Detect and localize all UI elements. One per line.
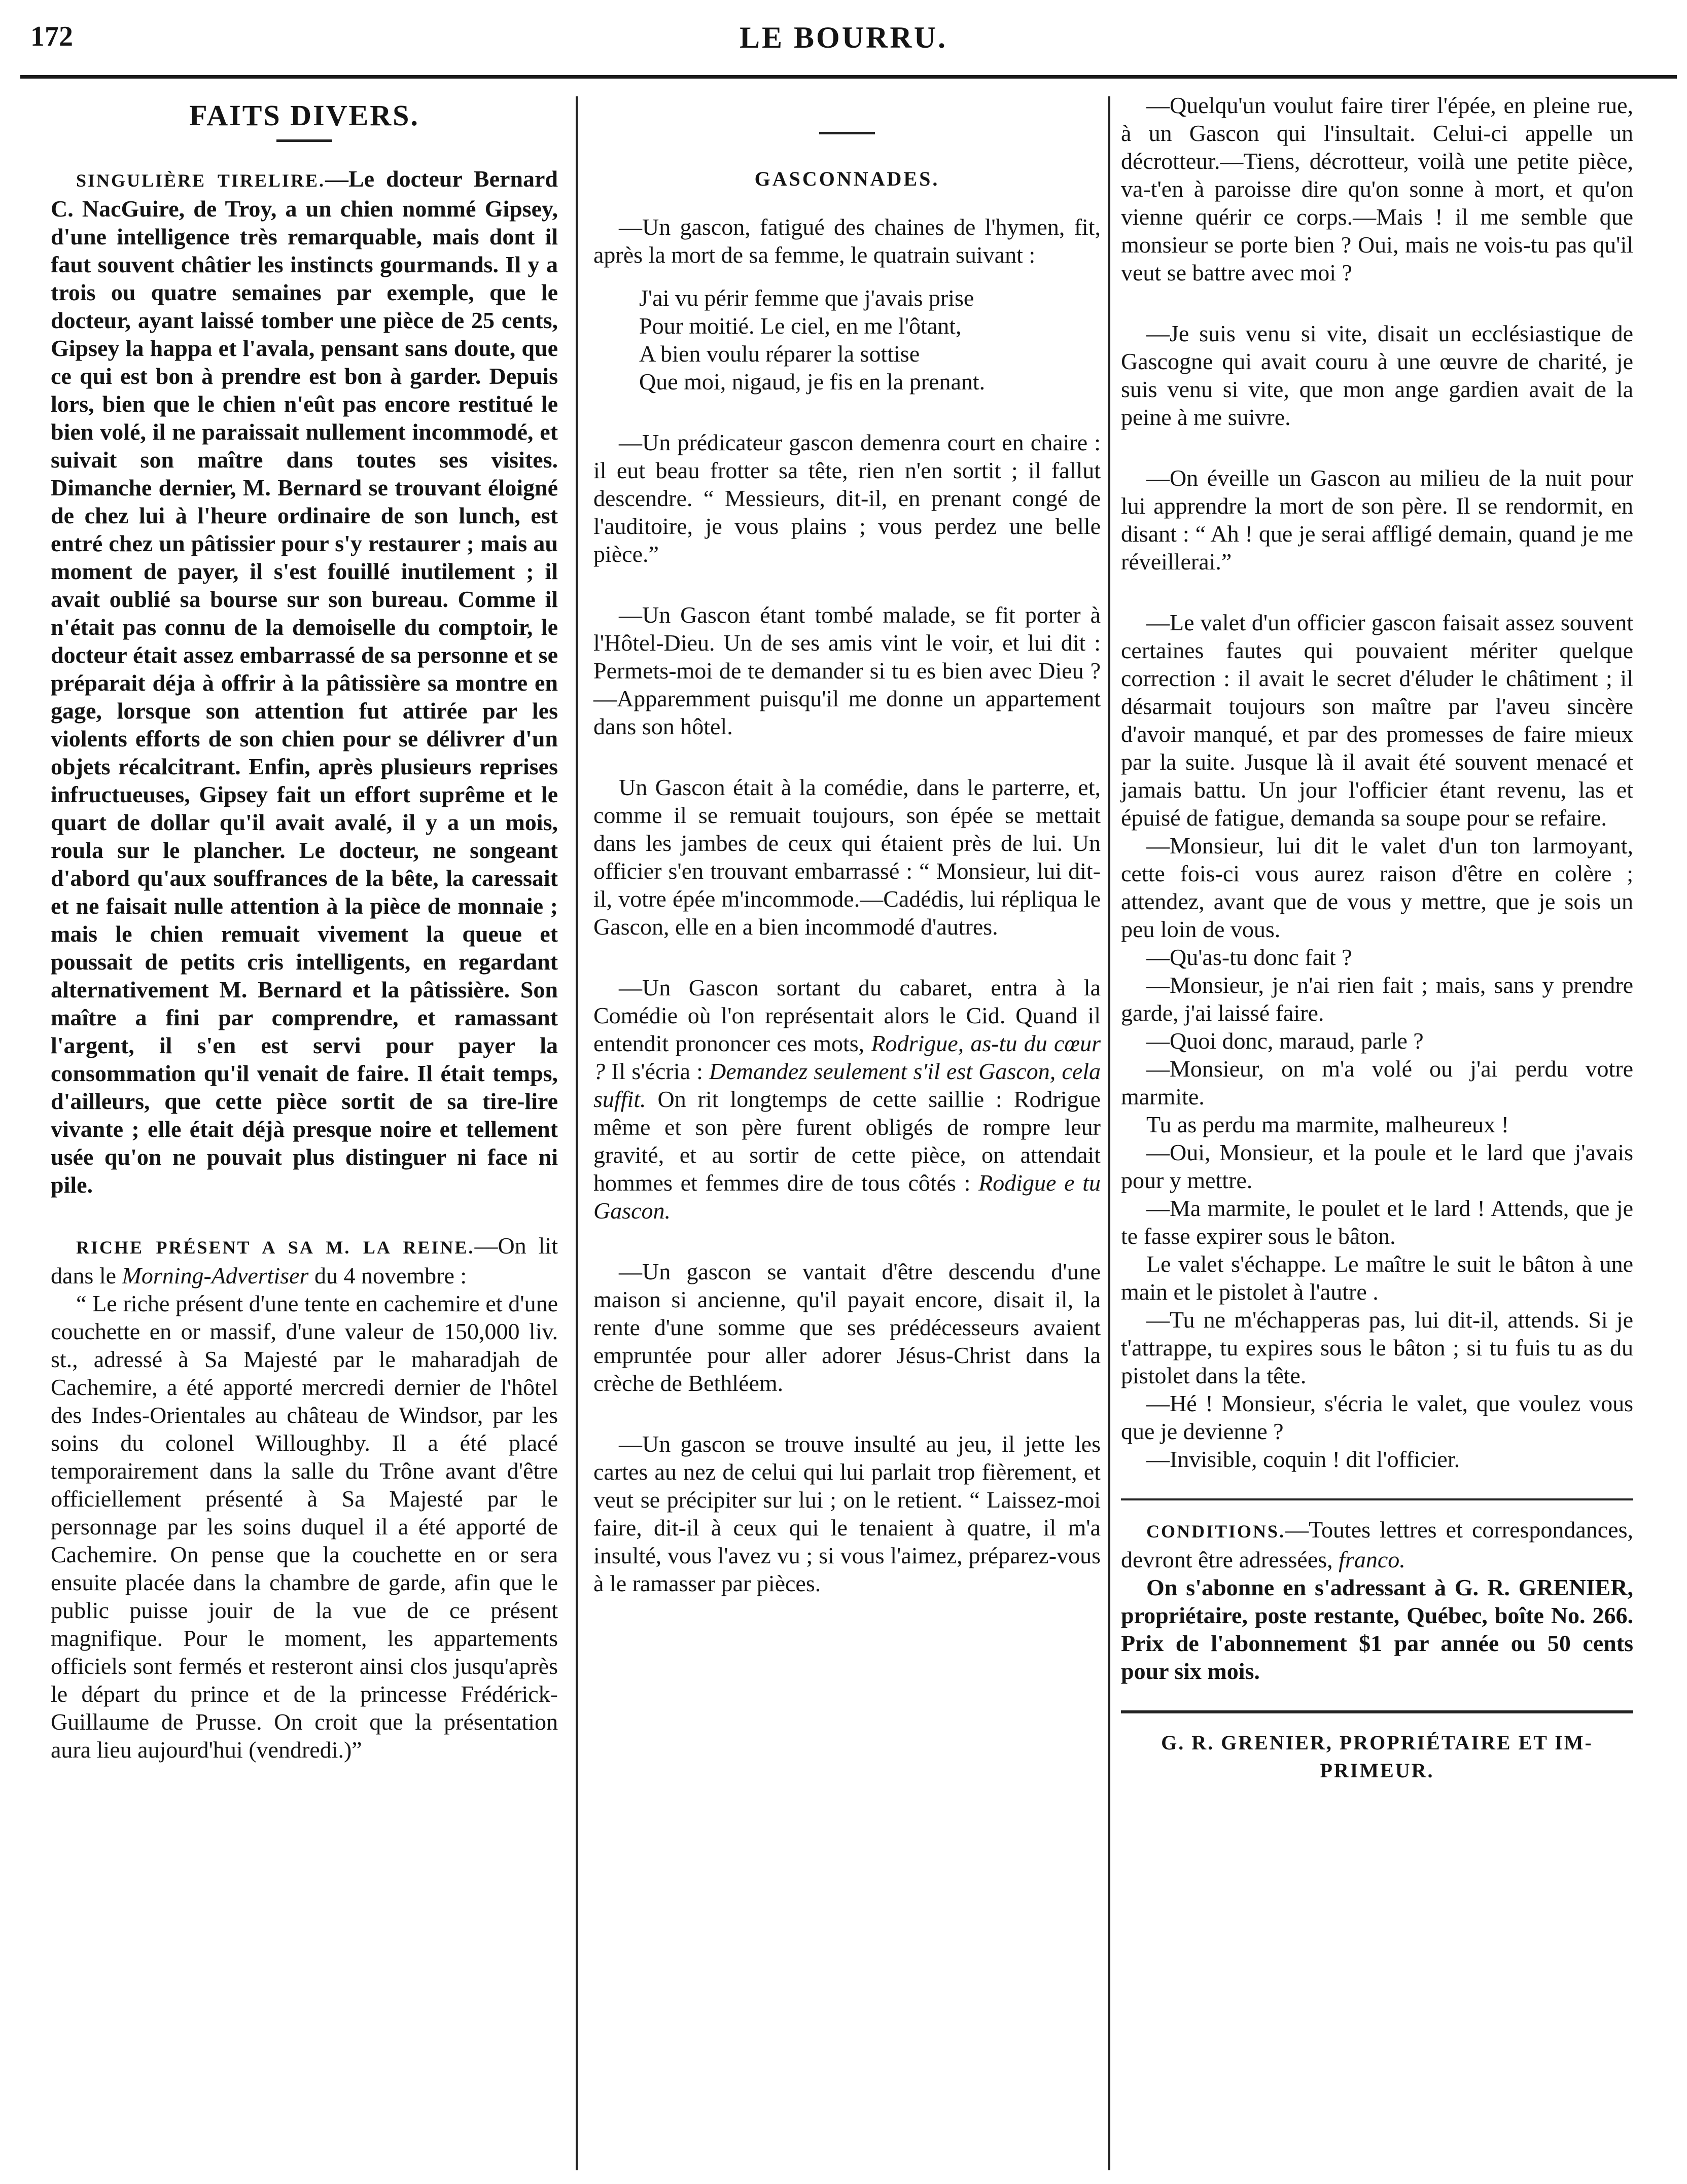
conditions-notice xyxy=(1121,1516,1633,1573)
gasconnade-item: —On éveille un Gascon au milieu de la nuit pour lui apprendre la mort de son père. Il se rendormit, en disant : “ Ah ! que je serai affligé demain, quand je me réveillerai.” xyxy=(1121,465,1633,575)
item-text: —Un Gascon sortant du cabaret, entra à la Comédie où l'on représentait alors le Cid. Quand il entendit prononcer ces mots, xyxy=(593,975,1101,1056)
poem-line: A bien voulu réparer la sottise xyxy=(639,341,920,367)
poem-line: J'ai vu périr femme que j'avais prise xyxy=(639,285,974,311)
newspaper-name: Morning-Advertiser xyxy=(122,1263,309,1288)
gasconnade-item: —Un prédicateur gascon demenra court en chaire : il eut beau frotter sa tête, rien n'en sortit ; il fallut descendre. “ Messieurs, dit-il, en prenant congé de l'auditoire, je vous plains ; vous perdez une belle pièce.” xyxy=(593,429,1101,567)
article-body: —Le docteur Bernard C. NacGuire, de Troy, a un chien nommé Gipsey, d'une intelligence très remarquable, mais dont il faut souvent châtier les instincts gourmands. Il y a trois ou quatre semaines par exemple, que le docteur, ayant laissé tomber une pièce de 25 cents, Gipsey la happa et l'avala, pensant sans doute, que ce qui est bon à prendre est bon à garder. Depuis lors, bien que le chien n'eût pas encore restitué le bien volé, il ne paraissait nullement incommodé, et suivait son maître dans toutes ses visites. Dimanche dernier, M. Bernard se trouvant éloigné de chez lui à l'heure ordinaire de son lunch, est entré chez un pâtissier pour s'y restaurer ; mais au moment de payer, il s'est fouillé inutilement ; il avait oublié sa bourse sur son bureau. Comme il n'était pas connu de la demoiselle du comptoir, le docteur était assez embarrassé de sa personne et se préparait déja à offrir à la pâtissière sa montre en gage, lorsque son attention fut attirée par les violents efforts de son chien pour se délivrer d'un objets récalcitrant. Enfin, après plusieurs reprises infructueuses, Gipsey fait un effort suprême et le quart de dollar qu'il avait avalé, il y a un mois, roula sur le plancher. Le docteur, ne songeant d'abord qu'aux souffrances de la bête, la caressait et ne faisait nulle attention à la pièce de monnaie ; mais le chien remuait vivement la queue et poussait de petits cris intelligents, en regardant alternativement M. Bernard et la pâtissière. Son maître a fini par comprendre, et ramassant l'argent, il s'en est servi pour payer la consommation qu'il venait de faire. Il était temps, d'ailleurs, que cette pièce sortit de sa tire-lire vivante ; elle était déjà presque noire et tellement usée qu'on ne pouvait plus distinguer ni face ni pile. xyxy=(51,166,558,1198)
column-gasconnades-continued xyxy=(1121,91,1633,1784)
article-lead: SINGULIÈRE TIRELIRE. xyxy=(76,170,325,191)
conditions-text: —Toutes lettres et correspondances, devront être adressées, xyxy=(1121,1517,1633,1572)
section-title-faits-divers: FAITS DIVERS. xyxy=(189,99,419,132)
gasconnade-item: —Je suis venu si vite, disait un ecclésiastique de Gascogne qui avait couru à une œuvre de charité, je suis venu si vite, que mon ange gardien avait de la peine à me suivre. xyxy=(1121,320,1633,430)
article-singuliere-tirelire xyxy=(51,165,558,1199)
dialogue-line: —Qu'as-tu donc fait ? xyxy=(1146,944,1352,970)
article-lead: RICHE PRÉSENT A SA M. LA REINE. xyxy=(76,1237,475,1258)
conditions-lead: CONDITIONS. xyxy=(1146,1521,1286,1542)
dialogue-line: —Tu ne m'échapperas pas, lui dit-il, attends. Si je t'attrappe, tu expires sous le bâton ; si tu fuis tu as du pistolet dans la tête. xyxy=(1121,1307,1633,1388)
section-rule xyxy=(276,139,332,142)
dialogue-line: —Quoi donc, maraud, parle ? xyxy=(1146,1028,1424,1054)
header-rule xyxy=(20,75,1677,79)
article-riche-present xyxy=(51,1232,558,1290)
gasconnade-item: —Un gascon se trouve insulté au jeu, il jette les cartes au nez de celui qui lui parlait trop fièrement, et veut se précipiter sur lui ; on le retient. “ Laissez-moi faire, dit-il à ceux qui le tenaient à quatre, il m'a insulté, vous l'avez vu ; si vous l'aimez, préparez-vous à le ramasser par pièces. xyxy=(593,1431,1101,1596)
gasconnade-item: —Un gascon se vantait d'être descendu d'une maison si ancienne, qu'il payait encore, disait il, la rente d'une somme que ses prédécesseurs avaient empruntée pour aller adorer Jésus-Christ dans la crèche de Bethléem. xyxy=(593,1259,1101,1396)
imprint xyxy=(1121,1729,1633,1784)
column-divider-2 xyxy=(1108,96,1110,2170)
section-title-gasconnades: GASCONNADES. xyxy=(754,167,940,190)
page-header xyxy=(0,0,1687,81)
gasconnade-item: —Le valet d'un officier gascon faisait assez souvent certaines fautes qui pouvaient mériter quelque correction : il avait le secret d'éluder le châtiment ; il désarmait toujours son maître par l'aveu sincère d'avoir manqué, et par des promesses de faire mieux par la suite. Jusque là il avait été souvent menacé et jamais battu. Un jour l'officier étant revenu, las et épuisé de fatigue, demanda sa soupe pour se refaire. xyxy=(1121,610,1633,831)
conditions-franco: franco. xyxy=(1339,1547,1405,1572)
column-divider-1 xyxy=(576,96,578,2170)
gasconnade-item: Un Gascon était à la comédie, dans le parterre, et, comme il se remuait toujours, son épée se mettait dans les jambes de ceux qui étaient près de lui. Un officier s'en trouvant embarrassé : “ Monsieur, lui dit-il, votre épée m'incommode.—Cadédis, lui répliqua le Gascon, elle en a bien incommodé d'autres. xyxy=(593,774,1101,940)
dialogue-line: —Hé ! Monsieur, s'écria le valet, que voulez vous que je devienne ? xyxy=(1121,1390,1633,1444)
dialogue-line: —Monsieur, on m'a volé ou j'ai perdu votre marmite. xyxy=(1121,1056,1633,1109)
article-intro: —On lit dans le xyxy=(51,1233,558,1288)
poem-line: Que moi, nigaud, je fis en la prenant. xyxy=(639,369,986,395)
column-faits-divers xyxy=(51,91,558,1764)
gasconnade-item: —Un Gascon étant tombé malade, se fit porter à l'Hôtel-Dieu. Un de ses amis vint le voir, et lui dit : Permets-moi de te demander si tu es bien avec Dieu ?—Apparemment puisqu'il me donne un appartement dans son hôtel. xyxy=(593,602,1101,739)
imprint-line: PRIMEUR. xyxy=(1320,1759,1434,1782)
gasconnade-item: —Un gascon, fatigué des chaines de l'hymen, fit, après la mort de sa femme, le quatrain suivant : xyxy=(593,214,1101,268)
dialogue-line: —Oui, Monsieur, et la poule et le lard que j'avais pour y mettre. xyxy=(1121,1139,1633,1193)
gasconnade-item: —Quelqu'un voulut faire tirer l'épée, en pleine rue, à un Gascon qui l'insultait. Celui-ci appelle un décrotteur.—Tiens, décrotteur, voilà une petite pièce, va-t'en à paroisse dire qu'on sonne à mort, et qu'on vienne quérir ce corps.—Mais ! il me semble que monsieur se porte bien ? Oui, mais ne vois-tu pas qu'il veut se battre avec moi ? xyxy=(1121,92,1633,285)
dialogue-line: —Monsieur, lui dit le valet d'un ton larmoyant, cette fois-ci vous aurez raison d'être en colère ; attendez, avant que de vous y mettre, que je sois un peu loin de vous. xyxy=(1121,833,1633,942)
item-quote: Demandez seulement s'il est Gascon, cela suffit. xyxy=(593,1058,1101,1112)
imprint-line: G. R. GRENIER, PROPRIÉTAIRE ET IM- xyxy=(1161,1731,1593,1754)
article-intro-end: du 4 novembre : xyxy=(308,1263,467,1288)
page-number: 172 xyxy=(30,21,73,52)
dialogue-line: —Monsieur, je n'ai rien fait ; mais, sans y prendre garde, j'ai laissé faire. xyxy=(1121,972,1633,1026)
dialogue-line: —Ma marmite, le poulet et le lard ! Attends, que je te fasse expirer sous le bâton. xyxy=(1121,1195,1633,1249)
column-gasconnades xyxy=(593,91,1101,1597)
subscription-notice: On s'abonne en s'adressant à G. R. GRENIER, propriétaire, poste restante, Québec, boîte No. 266. Prix de l'abonnement $1 par année ou 50 cents pour six mois. xyxy=(1121,1574,1633,1684)
item-quote: Rodigue e tu Gascon. xyxy=(593,1170,1101,1224)
dialogue-line: Tu as perdu ma marmite, malheureux ! xyxy=(1146,1112,1509,1137)
conditions-rule xyxy=(1121,1498,1633,1500)
quatrain xyxy=(639,284,1101,396)
item-quote: Rodrigue, as-tu du cœur ? xyxy=(593,1030,1101,1084)
newspaper-title: LE BOURRU. xyxy=(739,21,948,54)
gasconnade-item xyxy=(593,974,1101,1225)
item-text: On rit longtemps de cette saillie : Rodrigue même et son père furent obligés de rompre leur gravité, et au sortir de cette pièce, on attendait hommes et femmes dire de tous côtés : xyxy=(593,1086,1101,1196)
poem-line: Pour moitié. Le ciel, en me l'ôtant, xyxy=(639,313,962,339)
dialogue-line: Le valet s'échappe. Le maître le suit le bâton à une main et le pistolet à l'autre . xyxy=(1121,1251,1633,1305)
imprint-rule xyxy=(1121,1710,1633,1713)
dialogue-line: —Invisible, coquin ! dit l'officier. xyxy=(1146,1446,1460,1472)
top-rule xyxy=(819,132,875,134)
item-text: Il s'écria : xyxy=(605,1058,710,1084)
article-body: “ Le riche présent d'une tente en cachemire et d'une couchette en or massif, d'une valeur de 150,000 liv. st., adressé à Sa Majesté par le maharadjah de Cachemire, a été apporté mercredi dernier de l'hôtel des Indes-Orientales au château de Windsor, par les soins du colonel Willoughby. Il a été placé temporairement dans la salle du Trône avant d'être officiellement présenté à Sa Majesté par le personnage par les soins duquel il a été apporté de Cachemire. On pense que la couchette en or sera ensuite placée dans la chambre de garde, afin que le public puisse jouir de la vue de ce présent magnifique. Pour le moment, les appartements officiels sont fermés et resteront ainsi clos jusqu'après le départ du prince et de la princesse Frédérick-Guillaume de Prusse. On croit que la présentation aura lieu aujourd'hui (vendredi.)” xyxy=(51,1291,558,1763)
